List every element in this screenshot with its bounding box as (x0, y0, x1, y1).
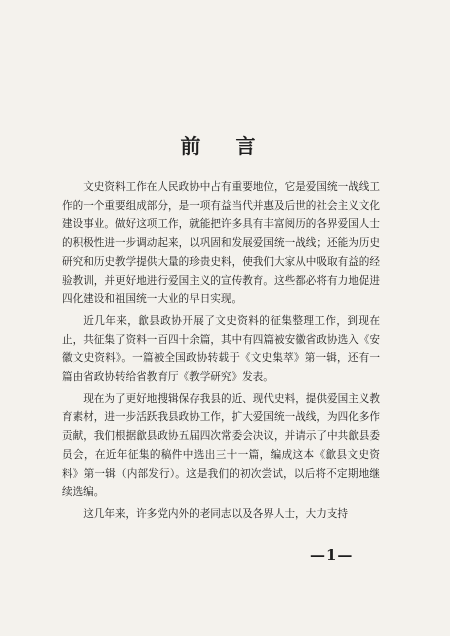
paragraph: 这几年来，许多党内外的老同志以及各界人士，大力支持 (83, 507, 349, 520)
paragraph: 近几年来，歙县政协开展了文史资料的征集整理工作，到现在止，共征集了资料一百四十余篇，其中有四篇被安徽省政协选入《安徽文史资料》。一篇被全国政协转载于《文史集萃》第一辑，还有一篇由省政协转给省教育厅《教学研究》发表。 (62, 314, 380, 384)
paragraph: 现在为了更好地搜辑保存我县的近、现代史料，提供爱国主义教育素材，进一步活跃我县政协工作，扩大爱国统一战线，为四化多作贡献，我们根据歙县政协五届四次常委会决议，并请示了中共歙县委员会，在近年征集的稿件中选出三十一篇，编成这本《歙县文史资料》第一辑（内部发行）。这是我们的初次尝试，以后将不定期地继续选编。 (62, 392, 380, 499)
page-title: 前 言 (180, 134, 270, 158)
page-number: —1— (310, 546, 354, 564)
paragraph: 文史资料工作在人民政协中占有重要地位，它是爱国统一战线工作的一个重要组成部分，是一项有益当代并惠及后世的社会主义文化建设事业。做好这项工作，就能把许多具有丰富阅历的各界爱国人士的积极性进一步调动起来，以巩固和发展爱国统一战线；还能为历史研究和历史教学提供大量的珍贵史料，使我们大家从中吸取有益的经验教训，并更好地进行爱国主义的宣传教育。这些都必将有力地促进四化建设和祖国统一大业的早日实现。 (62, 181, 380, 306)
body-text (62, 178, 380, 527)
